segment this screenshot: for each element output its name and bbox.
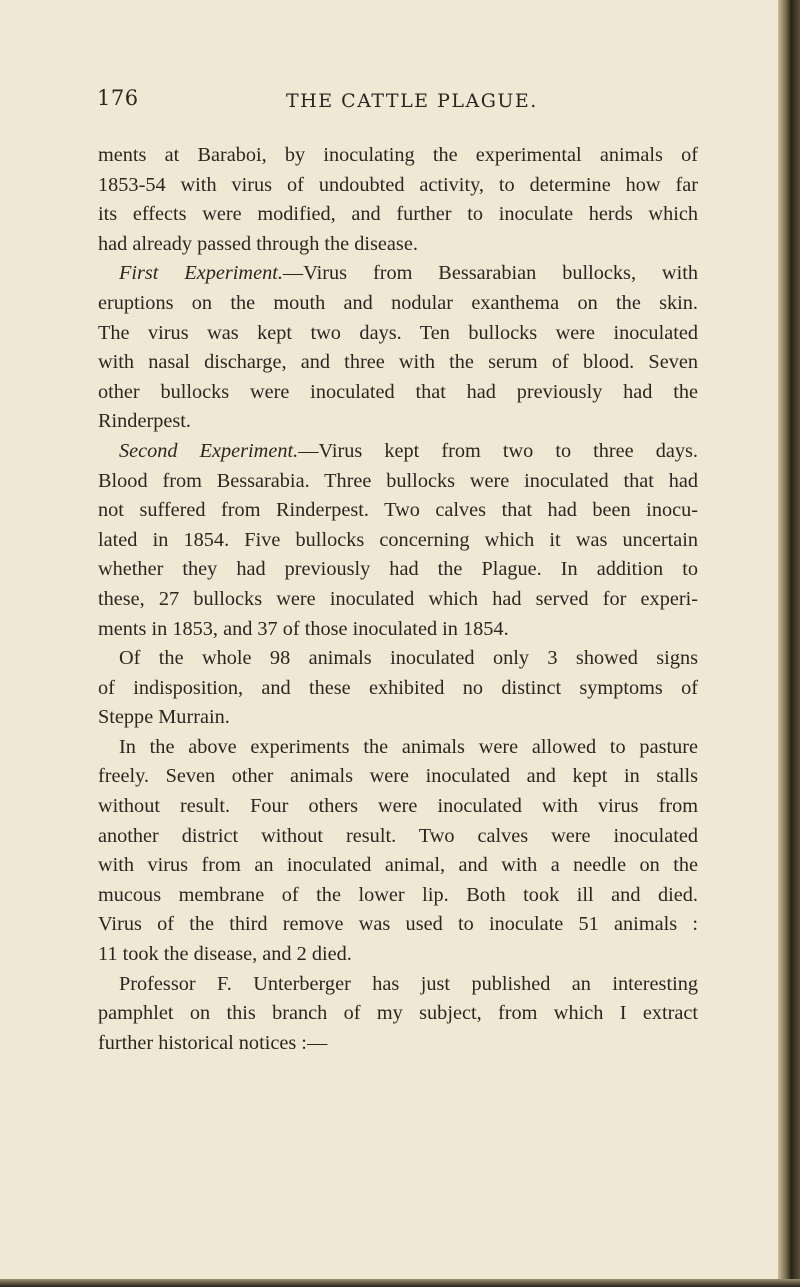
text-line <box>98 733 698 763</box>
line-text: had already passed through the disease. <box>98 232 418 255</box>
text-line <box>98 999 698 1029</box>
text-line <box>98 703 698 733</box>
text-line <box>98 496 698 526</box>
text-line <box>98 378 698 408</box>
text-line <box>98 319 698 349</box>
text-line <box>98 1029 698 1059</box>
text-line <box>98 171 698 201</box>
text-line <box>98 200 698 230</box>
line-text: without result. Four others were inoculated with virus from <box>98 795 698 818</box>
text-line <box>98 259 698 289</box>
line-text: 1853-54 with virus of undoubted activity, to determine how far <box>98 173 698 196</box>
line-text: mucous membrane of the lower lip. Both took ill and died. <box>98 883 698 906</box>
text-line <box>98 526 698 556</box>
text-line <box>98 851 698 881</box>
line-text: with nasal discharge, and three with the serum of blood. Seven <box>98 351 698 374</box>
running-head: THE CATTLE PLAGUE. <box>286 90 538 112</box>
line-text: In the above experiments the animals were allowed to pasture <box>119 735 698 758</box>
line-text: of indisposition, and these exhibited no distinct symptoms of <box>98 676 698 699</box>
text-line <box>98 762 698 792</box>
text-line <box>98 467 698 497</box>
line-text: not suffered from Rinderpest. Two calves that had been inocu- <box>98 499 698 522</box>
line-text: Virus of the third remove was used to inoculate 51 animals : <box>98 913 698 936</box>
page-header <box>0 86 778 116</box>
line-text: with virus from an inoculated animal, and with a needle on the <box>98 854 698 877</box>
text-line <box>98 555 698 585</box>
line-text: Rinderpest. <box>98 410 191 433</box>
line-text: Blood from Bessarabia. Three bullocks were inoculated that had <box>98 469 698 492</box>
line-text: lated in 1854. Five bullocks concerning which it was uncertain <box>98 528 698 551</box>
line-text: eruptions on the mouth and nodular exanthema on the skin. <box>98 291 698 314</box>
text-line <box>98 615 698 645</box>
text-line <box>98 407 698 437</box>
line-text: whether they had previously had the Plague. In addition to <box>98 558 698 581</box>
line-text: The virus was kept two days. Ten bullocks were inoculated <box>98 321 698 344</box>
text-line <box>98 970 698 1000</box>
text-line <box>98 674 698 704</box>
line-text: Professor F. Unterberger has just published an interesting <box>119 972 698 995</box>
text-line <box>98 230 698 260</box>
text-line <box>98 792 698 822</box>
line-text: Of the whole 98 animals inoculated only 3 showed signs <box>119 647 698 670</box>
text-line <box>98 822 698 852</box>
text-line <box>98 881 698 911</box>
text-line <box>98 585 698 615</box>
line-text: other bullocks were inoculated that had previously had the <box>98 380 698 403</box>
line-text: pamphlet on this branch of my subject, from which I extract <box>98 1002 698 1025</box>
experiment-heading: First Experiment. <box>119 262 283 285</box>
experiment-heading: Second Experiment. <box>119 439 299 462</box>
text-line <box>98 940 698 970</box>
line-text: another district without result. Two calves were inoculated <box>98 824 698 847</box>
line-text: ments in 1853, and 37 of those inoculated in 1854. <box>98 617 509 640</box>
body-text <box>98 141 698 1058</box>
text-line <box>98 910 698 940</box>
text-line <box>98 437 698 467</box>
line-text: freely. Seven other animals were inoculated and kept in stalls <box>98 765 698 788</box>
line-text: —Virus kept from two to three days. <box>298 439 698 462</box>
text-line <box>98 141 698 171</box>
text-line <box>98 644 698 674</box>
line-text: these, 27 bullocks were inoculated which had served for experi- <box>98 587 698 610</box>
page-number: 176 <box>97 86 139 110</box>
line-text: further historical notices :— <box>98 1031 328 1054</box>
line-text: its effects were modified, and further to inoculate herds which <box>98 203 698 226</box>
text-line <box>98 289 698 319</box>
line-text: Steppe Murrain. <box>98 706 230 729</box>
line-text: 11 took the disease, and 2 died. <box>98 943 352 966</box>
line-text: —Virus from Bessarabian bullocks, with <box>282 262 698 285</box>
page-edge <box>778 0 800 1287</box>
line-text: ments at Baraboi, by inoculating the experimental animals of <box>98 144 698 166</box>
page-bottom-edge <box>0 1279 800 1287</box>
text-line <box>98 348 698 378</box>
